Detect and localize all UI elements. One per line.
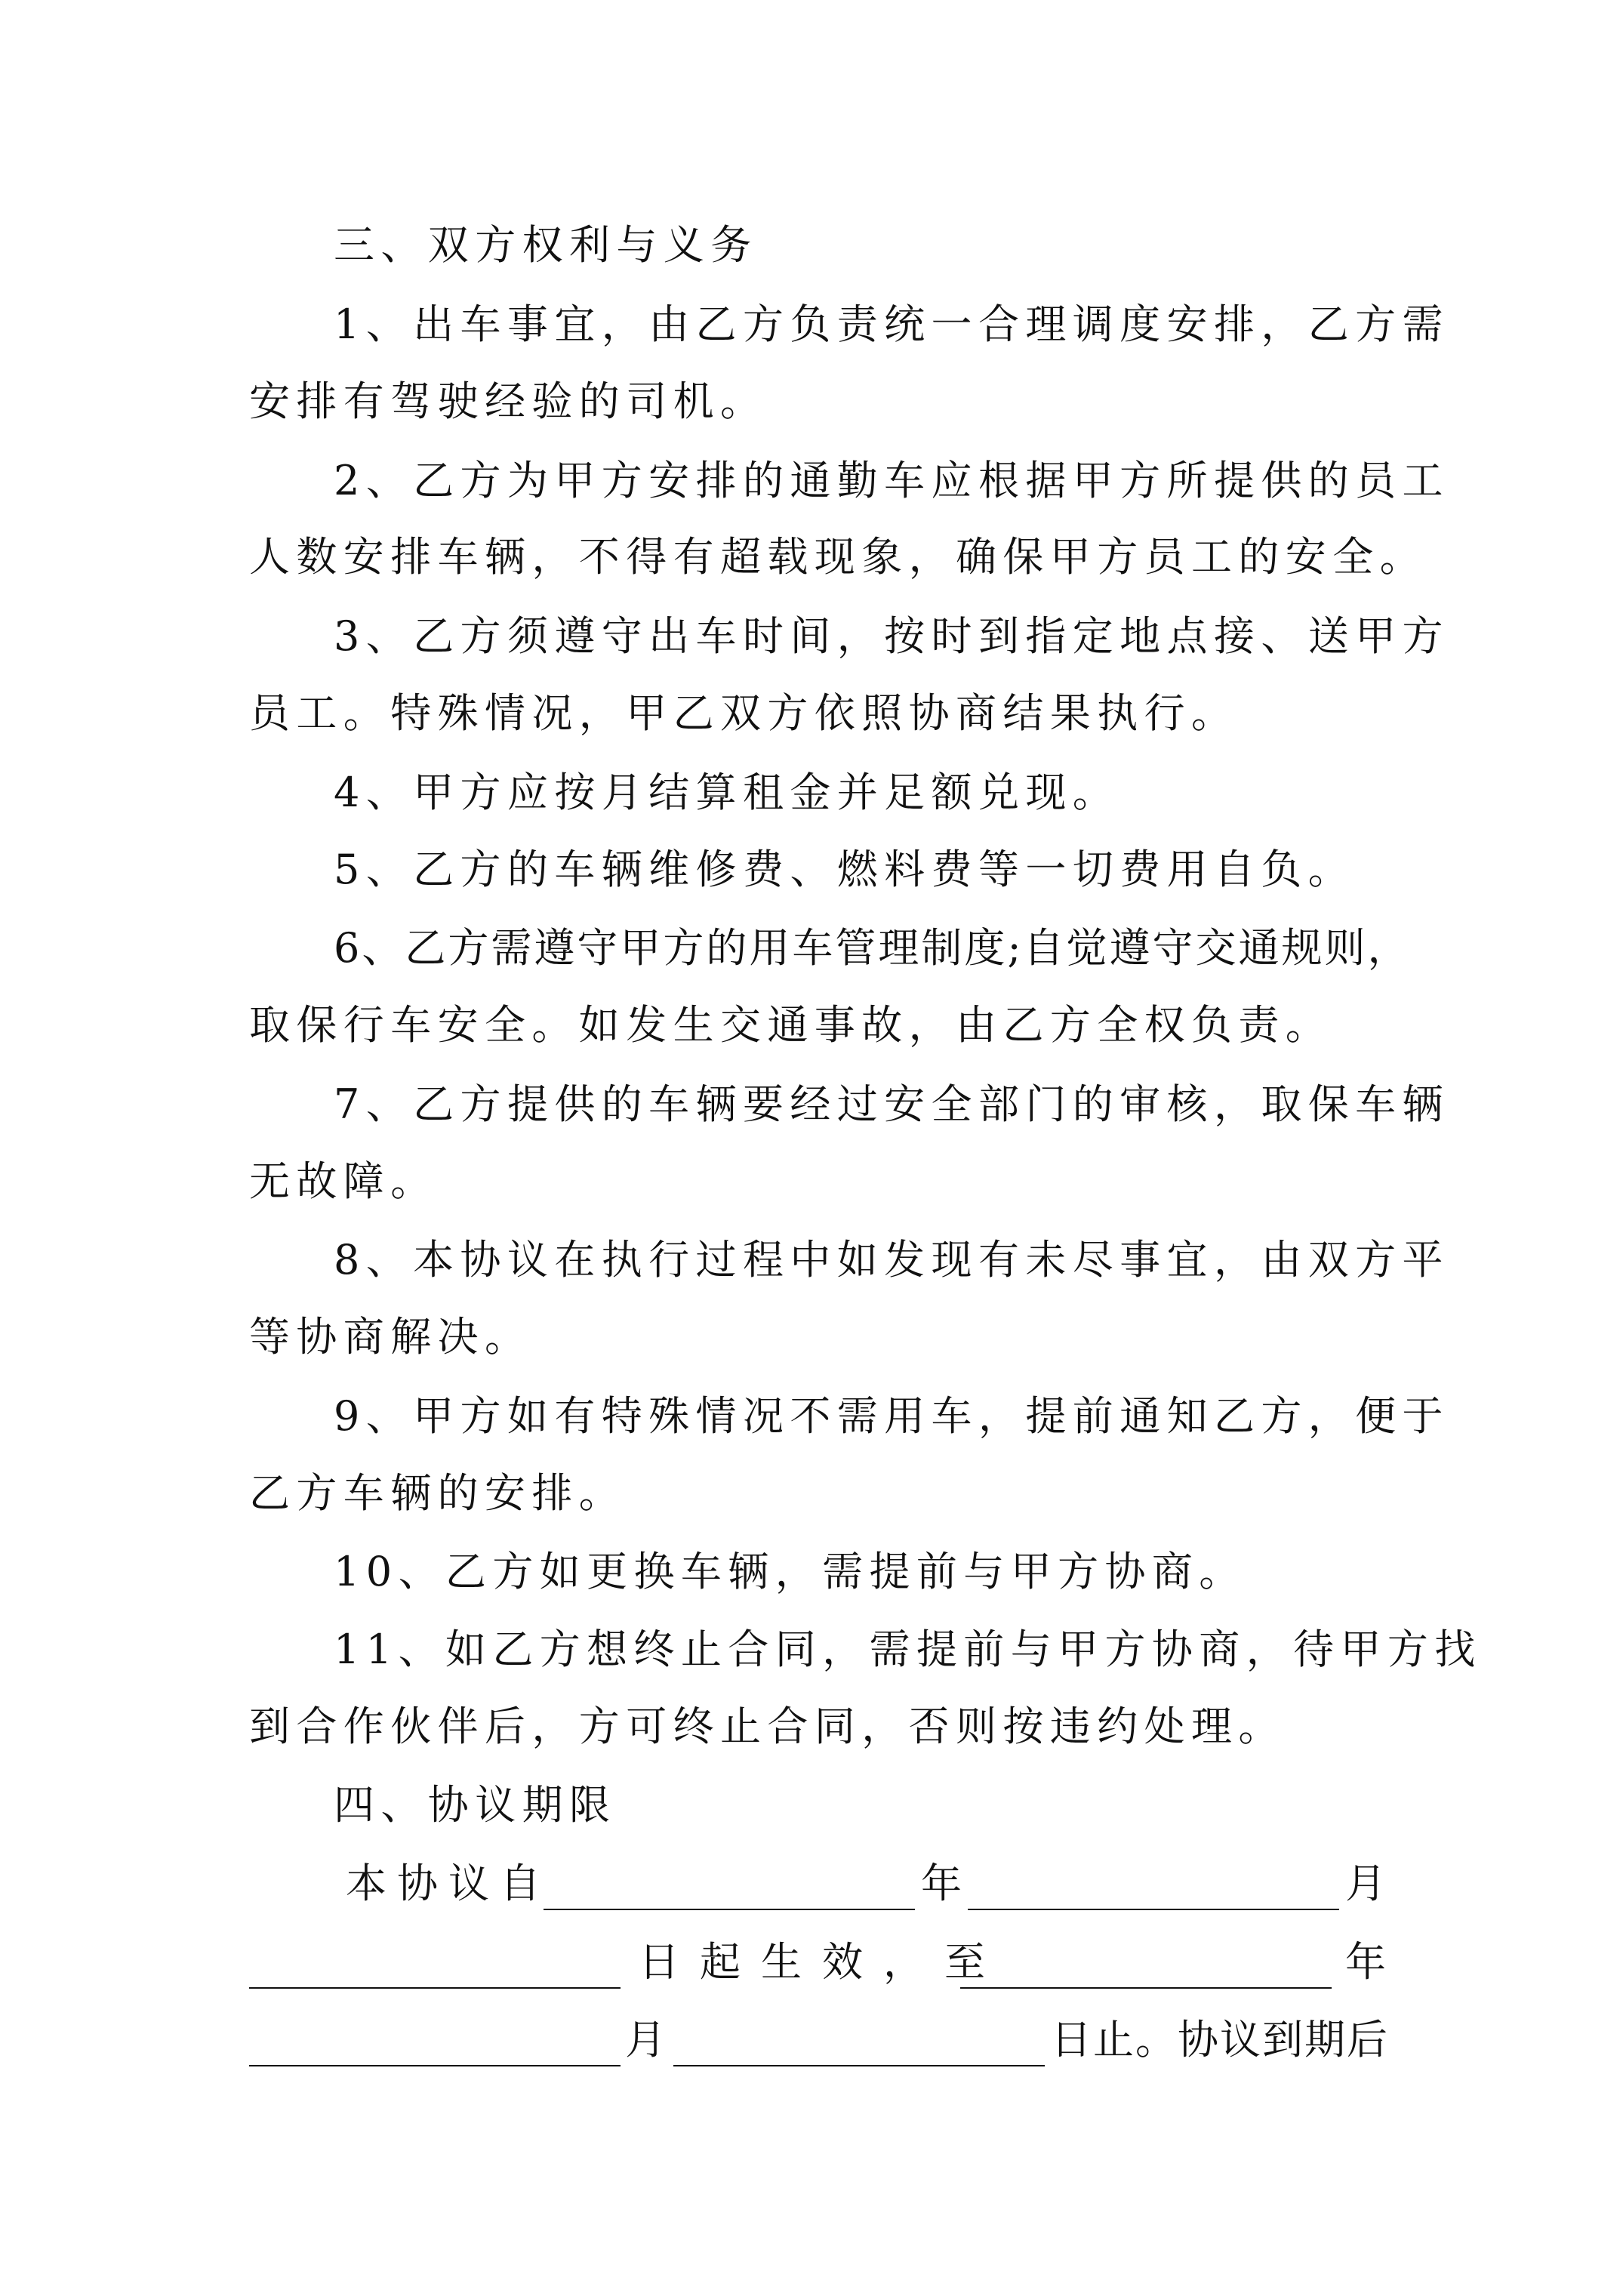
end-year-label: 年 [1345,1938,1386,1986]
clause-3-line-2: 员工。特殊情况，甲乙双方依照协商结果执行。 [249,689,1239,737]
start-day-label: 日起生效，至 [639,1938,1006,1986]
clause-8-line-1: 8、本协议在执行过程中如发现有未尽事宜，由双方平 [334,1236,1449,1284]
end-month-label: 月 [625,2016,666,2063]
clause-8-line-2: 等协商解决。 [249,1313,532,1361]
end-month-blank[interactable] [249,2065,621,2066]
clause-1-line-2: 安排有驾驶经验的司机。 [249,378,768,425]
clause-1-line-1: 1、出车事宜，由乙方负责统一合理调度安排，乙方需 [334,300,1449,348]
clause-2-line-2: 人数安排车辆，不得有超载现象，确保甲方员工的安全。 [249,533,1427,581]
section-heading-term: 四、协议期限 [334,1781,617,1829]
end-year-blank[interactable] [960,1987,1332,1989]
clause-11-line-1: 11、如乙方想终止合同，需提前与甲方协商，待甲方找 [334,1626,1482,1673]
clause-6-line-1: 6、乙方需遵守甲方的用车管理制度;自觉遵守交通规则， [334,924,1411,972]
term-continuation: 日止。协议到期后 [1051,2016,1389,2063]
start-month-blank[interactable] [968,1909,1339,1910]
start-day-blank[interactable] [249,1987,621,1989]
clause-11-line-2: 到合作伙伴后，方可终止合同，否则按违约处理。 [249,1703,1286,1750]
term-from-label: 本协议自 [346,1860,551,1907]
start-year-label: 年 [921,1860,962,1907]
clause-7-line-2: 无故障。 [249,1157,438,1205]
clause-2-line-1: 2、乙方为甲方安排的通勤车应根据甲方所提供的员工 [334,457,1449,504]
start-year-blank[interactable] [544,1909,915,1910]
clause-9-line-2: 乙方车辆的安排。 [249,1469,627,1517]
clause-4: 4、甲方应按月结算租金并足额兑现。 [334,769,1120,816]
start-month-label: 月 [1345,1860,1386,1907]
clause-3-line-1: 3、乙方须遵守出车时间，按时到指定地点接、送甲方 [334,612,1449,660]
clause-10: 10、乙方如更换车辆，需提前与甲方协商。 [334,1548,1246,1595]
clause-6-line-2: 取保行车安全。如发生交通事故，由乙方全权负责。 [249,1001,1333,1049]
clause-9-line-1: 9、甲方如有特殊情况不需用车，提前通知乙方，便于 [334,1392,1449,1440]
clause-5: 5、乙方的车辆维修费、燃料费等一切费用自负。 [334,846,1356,893]
end-day-blank[interactable] [673,2065,1045,2066]
section-heading-rights-obligations: 三、双方权利与义务 [334,221,758,269]
clause-7-line-1: 7、乙方提供的车辆要经过安全部门的审核，取保车辆 [334,1080,1449,1128]
